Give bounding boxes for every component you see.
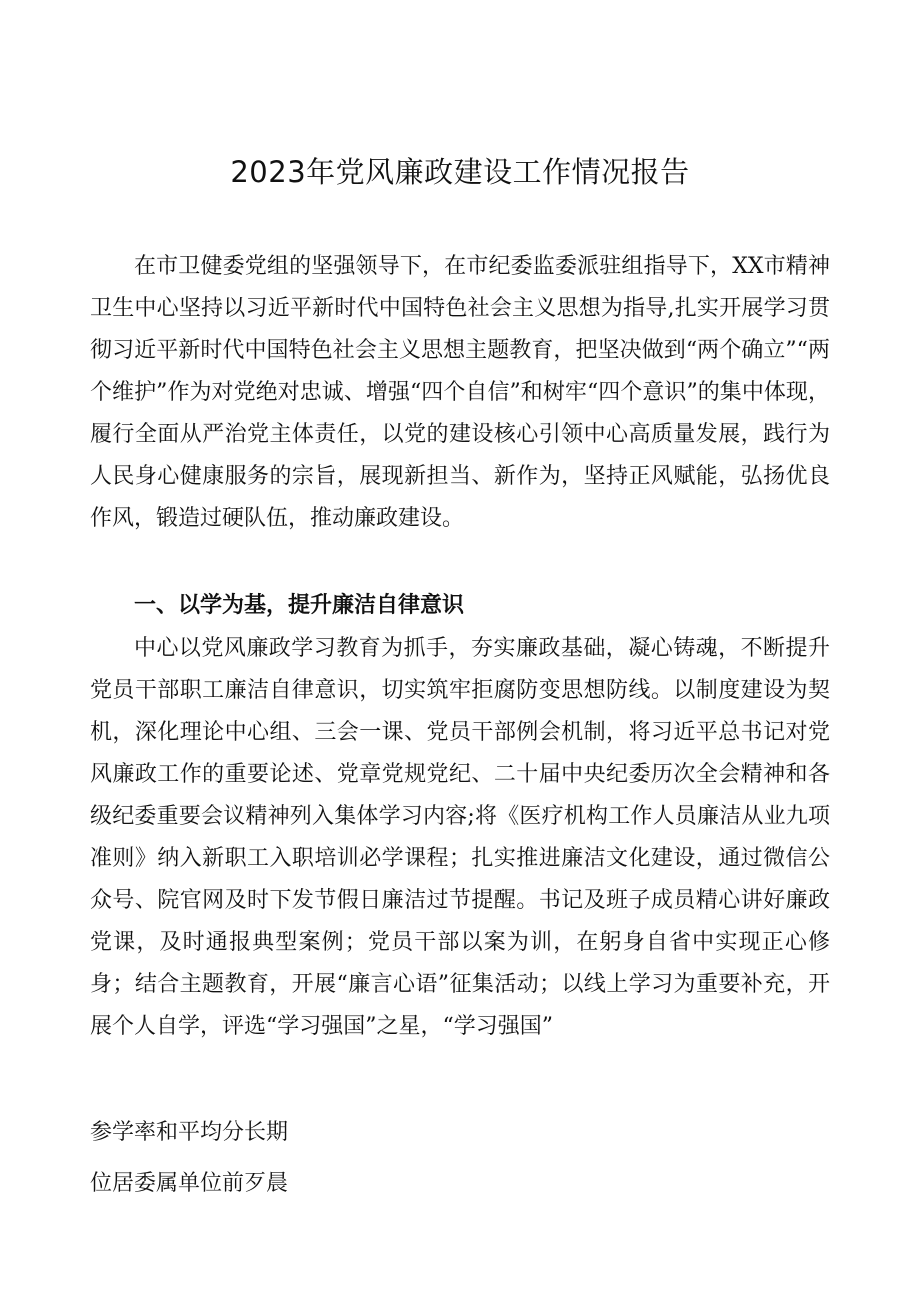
trailing-line-1: 参学率和平均分长期 [90, 1120, 289, 1145]
trailing-line-2: 位居委属单位前歹晨 [90, 1171, 289, 1196]
section-1-paragraph: 中心以党风廉政学习教育为抓手，夯实廉政基础，凝心铸魂，不断提升党员干部职工廉洁自律意识，切实筑牢拒腐防变思想防线。以制度建设为契机，深化理论中心组、三会一课、党员干部例会机制，将习近平总书记对党风廉政工作的重要论述、党章党规党纪、二十届中央纪委历次全会精神和各级纪委重要会议精神列入集体学习内容;将《医疗机构工作人员廉洁从业九项准则》纳入新职工入职培训必学课程；扎实推进廉洁文化建设，通过微信公众号、院官网及时下发节假日廉洁过节提醒。书记及班子成员精心讲好廉政党课，及时通报典型案例；党员干部以案为训，在躬身自省中实现正心修身；结合主题教育，开展“廉言心语”征集活动；以线上学习为重要补充，开展个人自学，评选“学习强国”之星，“学习强国” [90, 636, 830, 1039]
intro-paragraph: 在市卫健委党组的坚强领导下，在市纪委监委派驻组指导下，XX市精神卫生中心坚持以习近平新时代中国特色社会主义思想为指导,扎实开展学习贯彻习近平新时代中国特色社会主义思想主题教育，把坚决做到“两个确立”“两个维护”作为对党绝对忠诚、增强“四个自信”和树牢“四个意识”的集中体现，履行全面从严治党主体责任，以党的建设核心引领中心高质量发展，践行为人民身心健康服务的宗旨，展现新担当、新作为，坚持正风赋能，弘扬优良作风，锻造过硬队伍，推动廉政建设。 [90, 254, 830, 531]
section-heading-1: 一、以学为基，提升廉洁自律意识 [134, 593, 465, 618]
document-title: 2023年党风廉政建设工作情况报告 [230, 155, 690, 189]
